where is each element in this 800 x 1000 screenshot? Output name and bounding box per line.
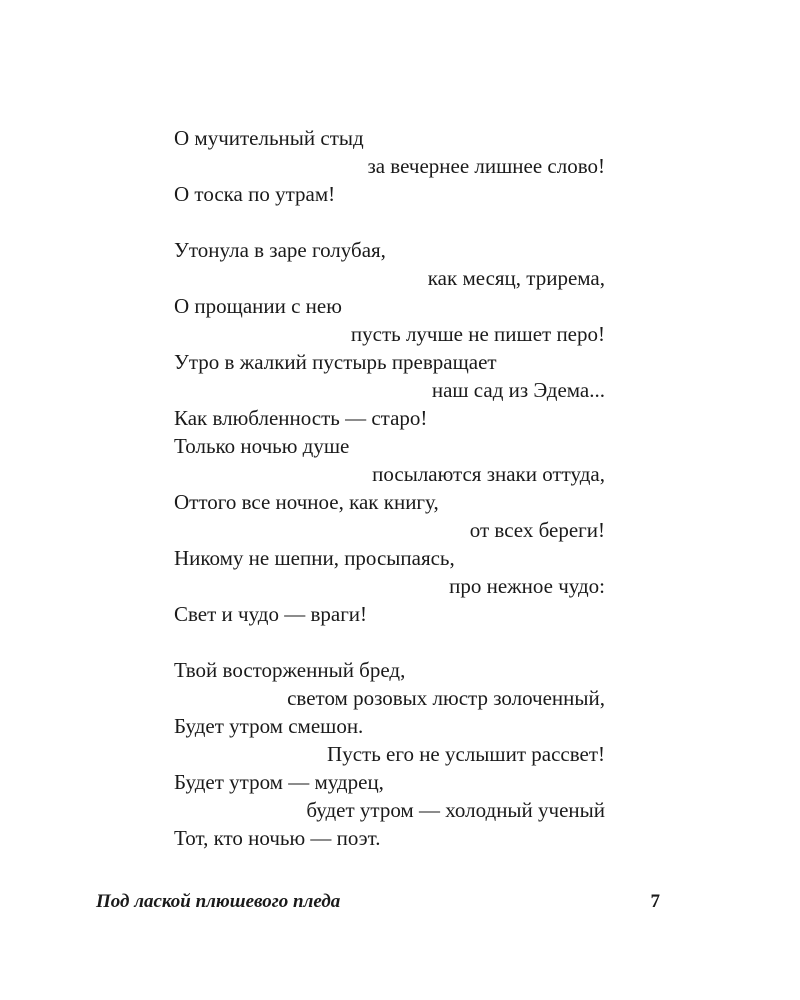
poem-line: Оттого все ночное, как книгу, [174, 490, 439, 514]
poem-line: светом розовых люстр золоченный, [287, 686, 605, 710]
poem-line: О прощании с нею [174, 294, 342, 318]
poem-line: будет утром — холодный ученый [306, 798, 605, 822]
poem-line: Как влюбленность — старо! [174, 406, 428, 430]
poem-line: посылаются знаки оттуда, [372, 462, 605, 486]
poem-line: за вечернее лишнее слово! [367, 154, 605, 178]
poem-line: Пусть его не услышит рассвет! [327, 742, 605, 766]
poem-line: Только ночью душе [174, 434, 350, 458]
poem-line: О мучительный стыд [174, 126, 364, 150]
poem-line: как месяц, трирема, [427, 266, 605, 290]
poem-line: Твой восторженный бред, [174, 658, 406, 682]
running-footer-title: Под лаской плюшевого пледа [96, 891, 341, 912]
poem-line: Будет утром — мудрец, [174, 770, 384, 794]
poem-line: пусть лучше не пишет перо! [350, 322, 605, 346]
poem-line: Будет утром смешон. [174, 714, 364, 738]
poem-line: от всех береги! [469, 518, 605, 542]
poem-line: Свет и чудо — враги! [174, 602, 368, 626]
poem-line: О тоска по утрам! [174, 182, 336, 206]
poem-line: Утро в жалкий пустырь превращает [174, 350, 497, 374]
poem-line: Тот, кто ночью — поэт. [174, 826, 381, 850]
poem-line: Никому не шепни, просыпаясь, [174, 546, 455, 570]
poem-line: наш сад из Эдема... [431, 378, 605, 402]
page-number: 7 [650, 891, 660, 912]
poem-line: про нежное чудо: [449, 574, 605, 598]
poem-line: Утонула в заре голубая, [174, 238, 386, 262]
